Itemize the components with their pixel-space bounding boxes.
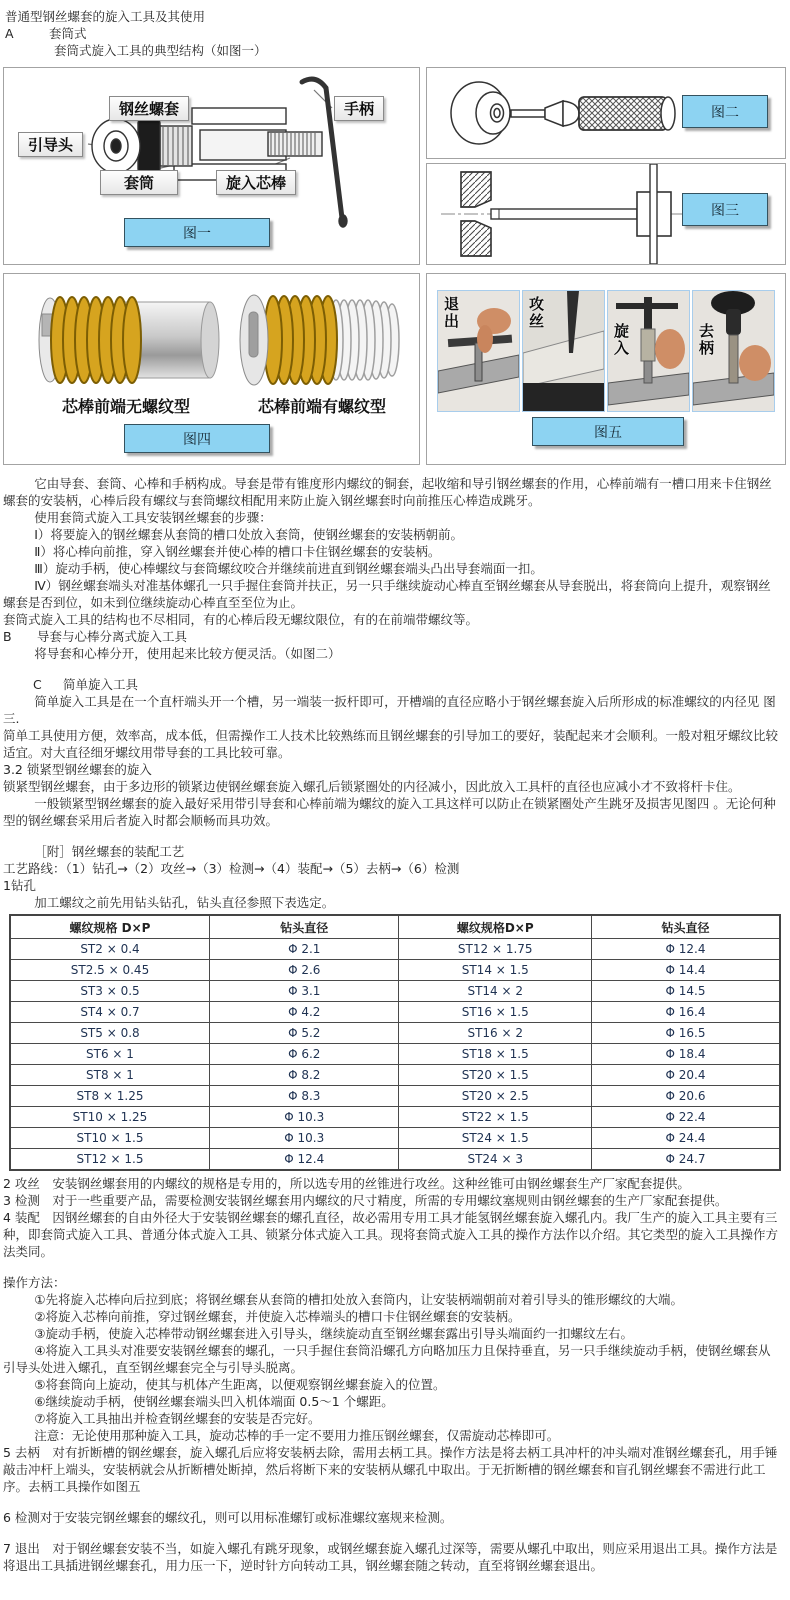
paragraph: Ⅲ）旋动手柄，使心棒螺纹与套筒螺纹咬合并继续前进直到钢丝螺套端头凸出导套端面一扣。 bbox=[34, 561, 543, 576]
paragraph: 锁紧型钢丝螺套，由于多边形的锁紧边使钢丝螺套旋入螺孔后锁紧圈处的内径减小，因此放入工具杆的直径也应减小才不致将杆卡住。 bbox=[3, 779, 741, 794]
body-bottom bbox=[0, 1175, 790, 1574]
paragraph: ⑦将旋入工具抽出并检查钢丝螺套的安装是否完好。 bbox=[34, 1411, 321, 1426]
table-cell: ST14 × 1.5 bbox=[399, 960, 592, 981]
table-cell: Φ 5.2 bbox=[209, 1023, 399, 1044]
table-row bbox=[10, 1149, 780, 1171]
table-row bbox=[10, 939, 780, 960]
paragraph: 注意：无论使用那种旋入工具，旋动芯棒的手一定不要用力推压钢丝螺套，仅需旋动芯棒即可。 bbox=[34, 1428, 560, 1443]
section-a-text: 套筒式 bbox=[49, 26, 87, 41]
paragraph: ［附］钢丝螺套的装配工艺 bbox=[34, 844, 185, 859]
table-cell: ST8 × 1.25 bbox=[10, 1086, 209, 1107]
table-cell: ST8 × 1 bbox=[10, 1065, 209, 1086]
section-a-heading bbox=[5, 25, 782, 42]
table-cell: Φ 22.4 bbox=[591, 1107, 780, 1128]
table-cell: ST5 × 0.8 bbox=[10, 1023, 209, 1044]
paragraph: 简单旋入工具是在一个直杆端头开一个槽，另一端装一扳杆即可，开槽端的直径应略小于钢丝螺套旋入后所形成的标准螺纹的内径见 图三. bbox=[3, 694, 776, 726]
photo-tang-removal bbox=[692, 290, 775, 412]
figure-box-1 bbox=[3, 67, 420, 265]
paragraph bbox=[3, 676, 782, 693]
table-row bbox=[10, 1107, 780, 1128]
table-cell: Φ 8.3 bbox=[209, 1086, 399, 1107]
paragraph: ⑥继续旋动手柄，使钢丝螺套端头凹入机体端面 0.5～1 个螺距。 bbox=[34, 1394, 394, 1409]
table-cell: Φ 20.6 bbox=[591, 1086, 780, 1107]
paragraph: 4 装配 因钢丝螺套的自由外径大于安装钢丝螺套的螺孔直径，故必需用专用工具才能氢钢丝螺套旋入螺孔内。我厂生产的旋入工具主要有三种，即套筒式旋入工具、普通分体式旋入工具、锁紧分体式旋入工具。现将套筒式旋入工具的操作方法作以介绍。其它类型的旋入工具操作方法类同。 bbox=[3, 1210, 779, 1259]
paragraph: 操作方法： bbox=[3, 1275, 66, 1290]
table-cell: ST16 × 2 bbox=[399, 1023, 592, 1044]
paragraph: ⑤将套筒向上旋动，使其与机体产生距离，以便观察钢丝螺套旋入的位置。 bbox=[34, 1377, 446, 1392]
paragraph: 加工螺纹之前先用钻头钻孔，钻头直径参照下表选定。 bbox=[34, 895, 335, 910]
table-cell: Φ 16.4 bbox=[591, 1002, 780, 1023]
paragraph: 它由导套、套筒、心棒和手柄构成。导套是带有锥度形内螺纹的铜套，起收缩和导引钢丝螺套的作用，心棒前端有一槽口用来卡住钢丝螺套的安装柄，心棒后段有螺纹与套筒螺纹相配用来防止旋入钢丝螺套时向前推压心棒造成跳牙。 bbox=[3, 476, 772, 508]
table-cell: Φ 20.4 bbox=[591, 1065, 780, 1086]
table-cell: ST24 × 3 bbox=[399, 1149, 592, 1171]
drill-size-table bbox=[9, 914, 781, 1171]
table-cell: Φ 2.6 bbox=[209, 960, 399, 981]
figure-grid bbox=[3, 67, 787, 465]
table-cell: ST22 × 1.5 bbox=[399, 1107, 592, 1128]
table-cell: ST3 × 0.5 bbox=[10, 981, 209, 1002]
column-header: 钻头直径 bbox=[209, 915, 399, 939]
drill-table-body bbox=[10, 939, 780, 1171]
paragraph bbox=[3, 628, 782, 645]
paragraph: 简单工具使用方便，效率高，成本低，但需操作工人技术比较熟练而且钢丝螺套的引导加工的要好，装配起来才会顺利。一般对粗牙螺纹比较适宜。对大直径细牙螺纹用带导套的工具比较可靠。 bbox=[3, 728, 779, 760]
section-a-letter: A bbox=[5, 26, 14, 41]
photo-label-screw-in: 旋入 bbox=[612, 323, 630, 357]
table-row bbox=[10, 1023, 780, 1044]
paragraph: 6 检测对于安装完钢丝螺套的螺纹孔，则可以用标准螺钉或标准螺纹塞规来检测。 bbox=[3, 1510, 453, 1525]
paragraph: 3.2 锁紧型钢丝螺套的旋入 bbox=[3, 762, 152, 777]
paragraph: 使用套筒式旋入工具安装钢丝螺套的步骤： bbox=[34, 510, 272, 525]
table-cell: Φ 16.5 bbox=[591, 1023, 780, 1044]
paragraph-text: 简单旋入工具 bbox=[63, 677, 139, 692]
figure-box-4 bbox=[3, 273, 420, 465]
caption-plain-tip: 芯棒前端无螺纹型 bbox=[61, 397, 190, 416]
table-cell: Φ 18.4 bbox=[591, 1044, 780, 1065]
paragraph: ④将旋入工具头对准要安装钢丝螺套的螺孔，一只手握住套筒沿螺孔方向略加压力且保持垂直，另一只手继续旋动手柄，使钢丝螺套从引导头处进入螺孔，直至钢丝螺套完全与引导头脱离。 bbox=[3, 1343, 771, 1375]
column-header: 螺纹规格D×P bbox=[399, 915, 592, 939]
table-cell: ST14 × 2 bbox=[399, 981, 592, 1002]
spacer bbox=[3, 1526, 782, 1540]
paragraph: 1钻孔 bbox=[3, 878, 36, 893]
spacer bbox=[3, 1260, 782, 1274]
page-title: 普通型钢丝螺套的旋入工具及其使用 bbox=[5, 9, 206, 24]
paragraph: 工艺路线：（1）钻孔→（2）攻丝→（3）检测→（4）装配→（5）去柄→（6）检测 bbox=[3, 861, 460, 876]
spacer bbox=[3, 829, 782, 843]
list-letter: C bbox=[33, 677, 42, 692]
table-row bbox=[10, 981, 780, 1002]
paragraph: 2 攻丝 安装钢丝螺套用的内螺纹的规格是专用的，所以选专用的丝锥进行攻丝。这种丝锥可由钢丝螺套生产厂家配套提供。 bbox=[3, 1176, 690, 1191]
callout-sleeve: 套筒 bbox=[100, 170, 178, 195]
paragraph: ③旋动手柄，使旋入芯棒带动钢丝螺套进入引导头，继续旋动直至钢丝螺套露出引导头端面约一扣螺纹左右。 bbox=[34, 1326, 633, 1341]
paragraph: 套筒式旋入工具的结构也不尽相同，有的心棒后段无螺纹限位，有的在前端带螺纹等。 bbox=[3, 612, 479, 627]
callout-handle: 手柄 bbox=[334, 96, 384, 121]
body-top bbox=[0, 475, 790, 911]
paragraph: 3 检测 对于一些重要产品，需要检测安装钢丝螺套用内螺纹的尺寸精度，所需的专用螺纹塞规则由钢丝螺套的生产厂家配套提供。 bbox=[3, 1193, 728, 1208]
caption-threaded-tip: 芯棒前端有螺纹型 bbox=[257, 397, 386, 416]
table-cell: Φ 2.1 bbox=[209, 939, 399, 960]
figure3-button[interactable]: 图三 bbox=[682, 193, 768, 226]
spacer bbox=[3, 662, 782, 676]
table-cell: Φ 6.2 bbox=[209, 1044, 399, 1065]
figure-box-2 bbox=[426, 67, 786, 159]
figure-box-3 bbox=[426, 163, 786, 265]
table-cell: ST2 × 0.4 bbox=[10, 939, 209, 960]
column-header: 螺纹规格 D×P bbox=[10, 915, 209, 939]
paragraph: 将导套和心棒分开，使用起来比较方便灵活。（如图二） bbox=[34, 646, 341, 661]
photo-label-tang-removal: 去柄 bbox=[697, 323, 715, 357]
figure-box-5 bbox=[426, 273, 786, 465]
table-cell: Φ 8.2 bbox=[209, 1065, 399, 1086]
paragraph: ①先将旋入芯棒向后拉到底；将钢丝螺套从套筒的槽扣处放入套筒内，让安装柄端朝前对着引导头的锥形螺纹的大端。 bbox=[34, 1292, 683, 1307]
table-row bbox=[10, 1065, 780, 1086]
photo-back-out bbox=[437, 290, 520, 412]
table-cell: Φ 4.2 bbox=[209, 1002, 399, 1023]
paragraph: 5 去柄 对有折断槽的钢丝螺套，旋入螺孔后应将安装柄去除，需用去柄工具。操作方法是将去柄工具冲杆的冲头端对准钢丝螺套孔，用手锤敲击冲杆上端头，安装柄就会从折断槽处断掉，然后将断下来的安装柄从螺孔中取出。于无折断槽的钢丝螺套和盲孔钢丝螺套不需进行此工序。去柄工具操作如图五 bbox=[3, 1445, 778, 1494]
table-cell: Φ 24.7 bbox=[591, 1149, 780, 1171]
figure4-button[interactable]: 图四 bbox=[124, 424, 270, 453]
paragraph-text: 导套与心棒分离式旋入工具 bbox=[37, 629, 188, 644]
table-cell: Φ 3.1 bbox=[209, 981, 399, 1002]
table-cell: ST12 × 1.5 bbox=[10, 1149, 209, 1171]
table-cell: ST24 × 1.5 bbox=[399, 1128, 592, 1149]
callout-guide-head: 引导头 bbox=[18, 132, 83, 157]
table-cell: ST10 × 1.25 bbox=[10, 1107, 209, 1128]
table-cell: ST18 × 1.5 bbox=[399, 1044, 592, 1065]
list-letter: B bbox=[3, 629, 12, 644]
table-row bbox=[10, 960, 780, 981]
table-cell: ST20 × 2.5 bbox=[399, 1086, 592, 1107]
paragraph: ②将旋入芯棒向前推，穿过钢丝螺套，并使旋入芯棒端头的槽口卡住钢丝螺套的安装柄。 bbox=[34, 1309, 521, 1324]
table-cell: ST12 × 1.75 bbox=[399, 939, 592, 960]
paragraph: 7 退出 对于钢丝螺套安装不当，如旋入螺孔有跳牙现象，或钢丝螺套旋入螺孔过深等，需要从螺孔中取出，则应采用退出工具。操作方法是将退出工具插进钢丝螺套孔，用力压一下，逆时针方向转动工具，钢丝螺套随之转动，直至将钢丝螺套退出。 bbox=[3, 1541, 778, 1573]
paragraph: Ⅱ）将心棒向前推，穿入钢丝螺套并使心棒的槽口卡住钢丝螺套的安装柄。 bbox=[34, 544, 441, 559]
table-cell: Φ 14.5 bbox=[591, 981, 780, 1002]
photo-tapping bbox=[522, 290, 605, 412]
table-cell: Φ 12.4 bbox=[591, 939, 780, 960]
section-a-subtitle: 套筒式旋入工具的典型结构（如图一） bbox=[54, 43, 267, 58]
table-cell: Φ 24.4 bbox=[591, 1128, 780, 1149]
drill-table-head-row bbox=[10, 915, 780, 939]
table-row bbox=[10, 1002, 780, 1023]
figure1-button[interactable]: 图一 bbox=[124, 218, 270, 247]
page-header bbox=[0, 0, 790, 61]
table-row bbox=[10, 1086, 780, 1107]
photo-label-back-out: 退出 bbox=[442, 296, 460, 330]
table-cell: ST4 × 0.7 bbox=[10, 1002, 209, 1023]
table-cell: Φ 14.4 bbox=[591, 960, 780, 981]
table-cell: Φ 10.3 bbox=[209, 1107, 399, 1128]
figure5-button[interactable]: 图五 bbox=[532, 417, 684, 446]
table-row bbox=[10, 1044, 780, 1065]
photo-label-tapping: 攻丝 bbox=[527, 296, 545, 330]
table-cell: Φ 12.4 bbox=[209, 1149, 399, 1171]
table-cell: ST10 × 1.5 bbox=[10, 1128, 209, 1149]
table-cell: ST16 × 1.5 bbox=[399, 1002, 592, 1023]
paragraph: 一般锁紧型钢丝螺套的旋入最好采用带引导套和心棒前端为螺纹的旋入工具这样可以防止在锁紧圈处产生跳牙及损害见图四 。无论何种型的钢丝螺套采用后者旋入时都会顺畅而具功效。 bbox=[3, 796, 776, 828]
table-cell: ST20 × 1.5 bbox=[399, 1065, 592, 1086]
spacer bbox=[3, 1495, 782, 1509]
callout-mandrel: 旋入芯棒 bbox=[216, 170, 296, 195]
table-cell: Φ 10.3 bbox=[209, 1128, 399, 1149]
paragraph: Ⅰ）将要旋入的钢丝螺套从套筒的槽口处放入套筒，使钢丝螺套的安装柄朝前。 bbox=[34, 527, 463, 542]
table-cell: ST2.5 × 0.45 bbox=[10, 960, 209, 981]
column-header: 钻头直径 bbox=[591, 915, 780, 939]
paragraph: Ⅳ）钢丝螺套端头对准基体螺孔一只手握住套筒并扶正，另一只手继续旋动心棒直至钢丝螺套从导套脱出，将套筒向上提升，观察钢丝螺套是否到位，如未到位继续旋动心棒直至至位为止。 bbox=[3, 578, 771, 610]
table-row bbox=[10, 1128, 780, 1149]
table-cell: ST6 × 1 bbox=[10, 1044, 209, 1065]
photo-screw-in bbox=[607, 290, 690, 412]
callout-wire-insert: 钢丝螺套 bbox=[109, 96, 189, 121]
figure2-button[interactable]: 图二 bbox=[682, 95, 768, 128]
